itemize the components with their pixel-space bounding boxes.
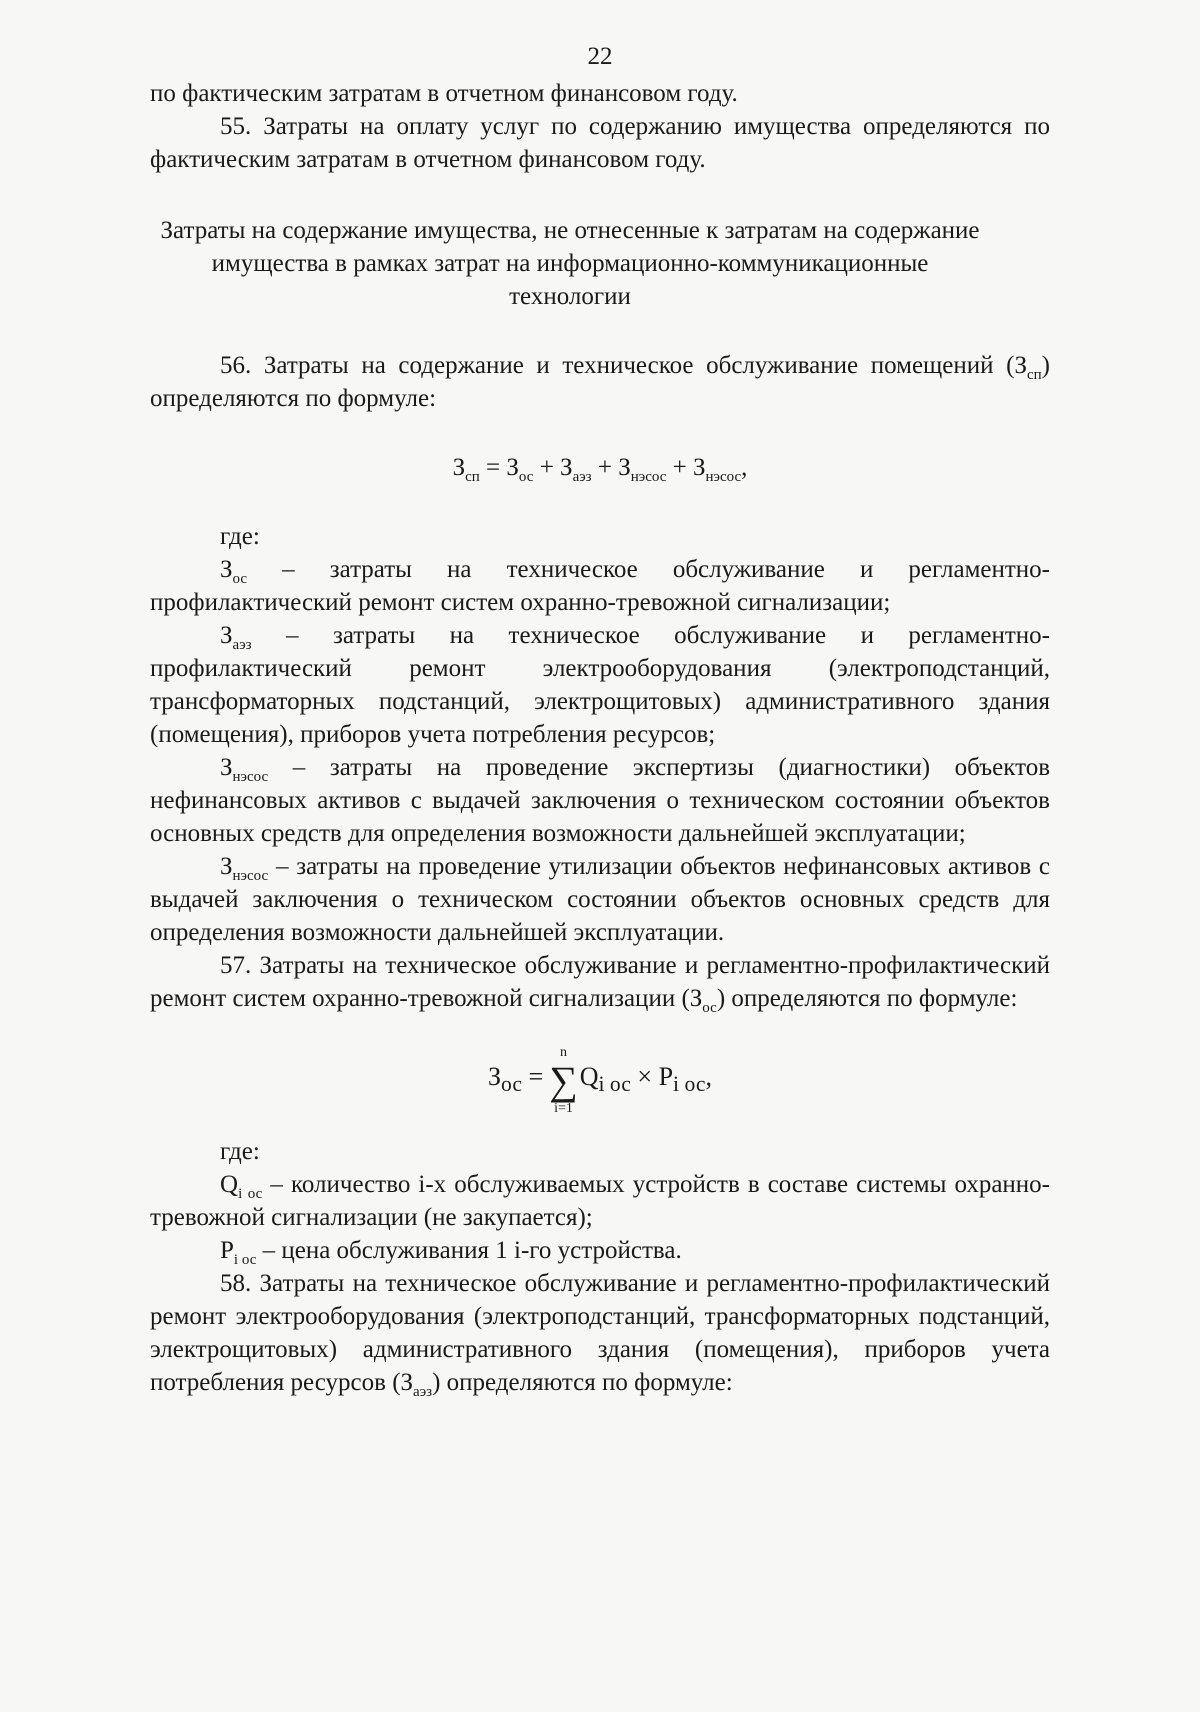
definition-zaez-text: – затраты на техническое обслуживание и регламентно-профилактический ремонт электрооборудования (электроподстанций, трансформаторных подстанций, электрощитовых) административного здания (помещения), приборов учета потребления ресурсов; <box>150 622 1050 748</box>
formula-zsp-end: , <box>741 454 748 481</box>
definition-zos-sub: ос <box>232 571 248 587</box>
formula-zos-sub: ос <box>501 1072 523 1097</box>
definition-pios-sub: i ос <box>233 1252 257 1268</box>
definition-znesos-1-symbol: З <box>220 754 233 781</box>
section-heading <box>150 214 990 313</box>
formula-zos-q: Q <box>579 1062 599 1092</box>
formula-zsp-term2-sub: аэз <box>572 469 592 485</box>
heading-line-3: технологии <box>509 283 631 310</box>
definition-zos-text: – затраты на техническое обслуживание и регламентно-профилактический ремонт систем охранно-тревожной сигнализации; <box>150 556 1050 616</box>
definition-znesos-2-symbol: З <box>220 853 233 880</box>
document-page <box>150 40 1050 1399</box>
definition-znesos-2-text: – затраты на проведение утилизации объектов нефинансовых активов с выдачей заключения о техническом состоянии объектов основных средств для определения возможности дальнейшей эксплуатации. <box>150 853 1050 946</box>
formula-zsp-plus1: + З <box>533 454 573 481</box>
paragraph-56-sub: сп <box>1026 367 1042 383</box>
formula-zsp-eq: = З <box>479 454 519 481</box>
definition-qios <box>150 1168 1050 1234</box>
paragraph-continuation: по фактическим затратам в отчетном финансовом году. <box>150 80 738 107</box>
paragraph-58-tail: ) определяются по формуле: <box>432 1369 733 1396</box>
formula-zsp-term3-sub: нэсос <box>630 469 667 485</box>
sum-lower-limit: i=1 <box>554 1101 573 1116</box>
heading-line-2: имущества в рамках затрат на информационно-коммуникационные <box>211 250 929 277</box>
sum-upper-limit: n <box>559 1045 567 1060</box>
formula-zos-p-sub: i ос <box>673 1072 706 1097</box>
sigma-symbol: ∑ <box>549 1058 578 1103</box>
paragraph-56-tail: ) определяются по формуле: <box>150 352 1050 412</box>
definition-znesos-1-sub: нэсос <box>232 769 269 785</box>
formula-zos-times: × P <box>630 1062 674 1092</box>
formula-zos-end: , <box>705 1062 712 1092</box>
formula-zsp <box>150 451 1050 484</box>
heading-line-1: Затраты на содержание имущества, не отнесенные к затратам на содержание <box>160 217 980 244</box>
paragraph-58-sub: аэз <box>413 1384 433 1400</box>
formula-zos-symbol: З <box>488 1062 502 1092</box>
paragraph-55: 55. Затраты на оплату услуг по содержанию имущества определяются по фактическим затратам в отчетном финансовом году. <box>150 113 1050 173</box>
where-label-1: где: <box>220 523 260 550</box>
definition-pios <box>150 1234 1050 1267</box>
paragraph-56-text: 56. Затраты на содержание и техническое обслуживание помещений (З <box>220 352 1027 379</box>
paragraph-57-text: 57. Затраты на техническое обслуживание и регламентно-профилактический ремонт систем охранно-тревожной сигнализации (З <box>150 952 1050 1012</box>
formula-zsp-sub: сп <box>465 469 480 485</box>
formula-zsp-plus3: + З <box>666 454 706 481</box>
definition-pios-symbol: P <box>220 1237 234 1264</box>
paragraph-58-text: 58. Затраты на техническое обслуживание и регламентно-профилактический ремонт электрооборудования (электроподстанций, трансформаторных подстанций, электрощитовых) административного здания (помещения), приборов учета потребления ресурсов (З <box>150 1270 1050 1396</box>
paragraph-57-sub: ос <box>702 1000 717 1016</box>
definition-qios-symbol: Q <box>220 1171 239 1198</box>
formula-zsp-term4-sub: нэсос <box>705 469 742 485</box>
formula-zos-eq: = <box>522 1062 544 1092</box>
paragraph-57 <box>150 949 1050 1015</box>
where-label-2: где: <box>220 1138 260 1165</box>
definition-qios-text: – количество i-х обслуживаемых устройств в составе системы охранно-тревожной сигнализации (не закупается); <box>150 1171 1051 1231</box>
formula-zos-q-sub: i ос <box>598 1072 631 1097</box>
paragraph-57-tail: ) определяются по формуле: <box>716 985 1018 1012</box>
formula-zsp-term1-sub: ос <box>518 469 534 485</box>
definition-znesos-2-sub: нэсос <box>232 868 269 884</box>
definition-qios-sub: i ос <box>238 1186 263 1202</box>
formula-zsp-plus2: + З <box>591 454 631 481</box>
formula-zos <box>150 1045 1050 1117</box>
definition-zaez-sub: аэз <box>232 637 252 653</box>
paragraph-56 <box>150 349 1050 415</box>
definition-znesos-1 <box>150 751 1050 850</box>
page-number: 22 <box>587 43 613 70</box>
definition-zos-symbol: З <box>220 556 233 583</box>
sum-sigma <box>549 1045 578 1117</box>
definition-zaez-symbol: З <box>220 622 233 649</box>
formula-zos-lhs <box>488 1060 543 1101</box>
paragraph-58 <box>150 1267 1050 1399</box>
formula-zos-rhs <box>580 1060 712 1101</box>
definition-zos <box>150 553 1050 619</box>
definition-znesos-2 <box>150 850 1050 949</box>
definition-pios-text: – цена обслуживания 1 i-го устройства. <box>256 1237 682 1264</box>
definition-znesos-1-text: – затраты на проведение экспертизы (диагностики) объектов нефинансовых активов с выдачей заключения о техническом состоянии объектов основных средств для определения возможности дальнейшей эксплуатации; <box>150 754 1050 847</box>
definition-zaez <box>150 619 1050 751</box>
formula-zsp-symbol: З <box>452 454 466 481</box>
